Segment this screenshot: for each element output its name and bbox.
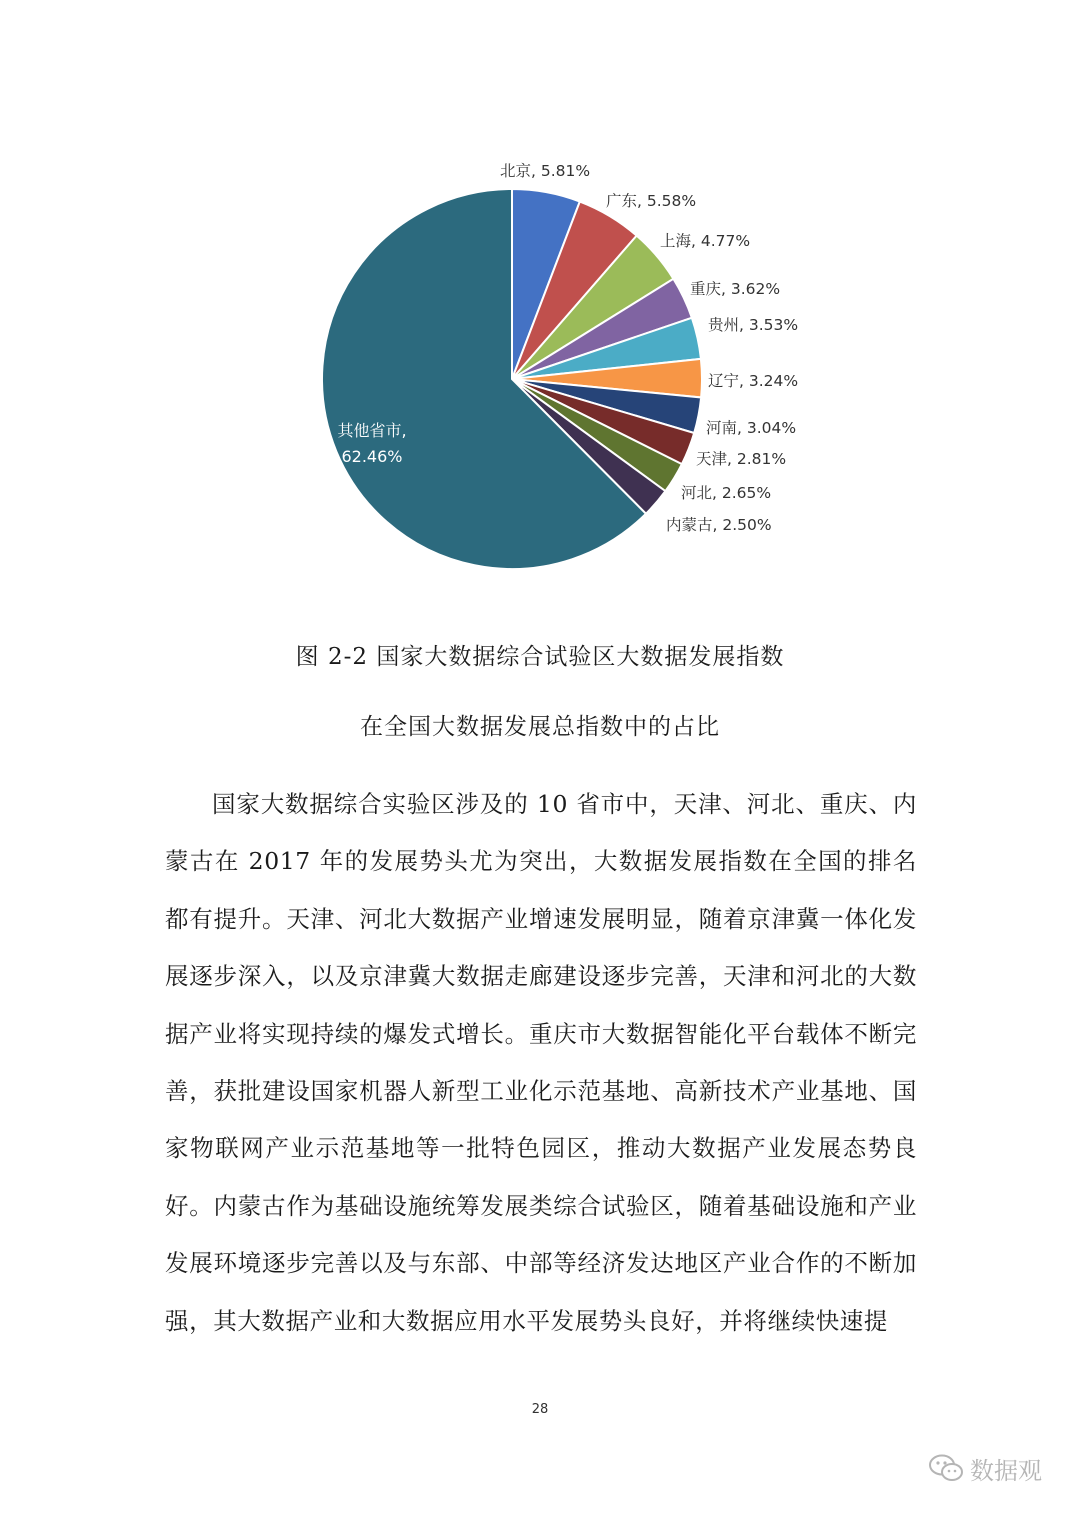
pie-label-4: 贵州, 3.53% (708, 316, 799, 334)
pie-label-9: 内蒙古, 2.50% (666, 516, 772, 534)
figure-caption-line1: 图 2-2 国家大数据综合试验区大数据发展指数 (295, 644, 785, 670)
watermark-text: 数据观 (970, 1456, 1042, 1485)
pie-label-10: 其他省市, 62.46% (337, 421, 407, 466)
pie-label-6: 河南, 3.04% (706, 419, 797, 437)
body-paragraph: 国家大数据综合实验区涉及的 10 省市中，天津、河北、重庆、内蒙古在 2017 年的发展势头尤为突出，大数据发展指数在全国的排名都有提升。天津、河北大数据产业增速发展明显，随着京津冀一体化发展逐步深入，以及京津冀大数据走廊建设逐步完善，天津和河北的大数据产业将实现持续的爆发式增长。重庆市大数据智能化平台载体不断完善，获批建设国家机器人新型工业化示范基地、高新技术产业基地、国家物联网产业示范基地等一批特色园区，推动大数据产业发展态势良好。内蒙古作为基础设施统筹发展类综合试验区，随着基础设施和产业发展环境逐步完善以及与东部、中部等经济发达地区产业合作的不断加强，其大数据产业和大数据应用水平发展势头良好，并将继续快速提 (165, 790, 917, 1335)
pie-chart (0, 0, 1080, 620)
watermark (928, 1446, 1042, 1490)
page-number: 28 (531, 1402, 549, 1417)
figure-caption-line2: 在全国大数据发展总指数中的占比 (360, 714, 720, 740)
pie-label-0: 北京, 5.81% (500, 162, 591, 180)
pie-label-7: 天津, 2.81% (696, 450, 787, 468)
pie-label-3: 重庆, 3.62% (690, 280, 781, 298)
pie-label-1: 广东, 5.58% (606, 192, 697, 210)
pie-label-2: 上海, 4.77% (660, 232, 751, 250)
wechat-icon (928, 1453, 964, 1483)
pie-label-5: 辽宁, 3.24% (708, 372, 799, 390)
pie-label-8: 河北, 2.65% (681, 484, 772, 502)
